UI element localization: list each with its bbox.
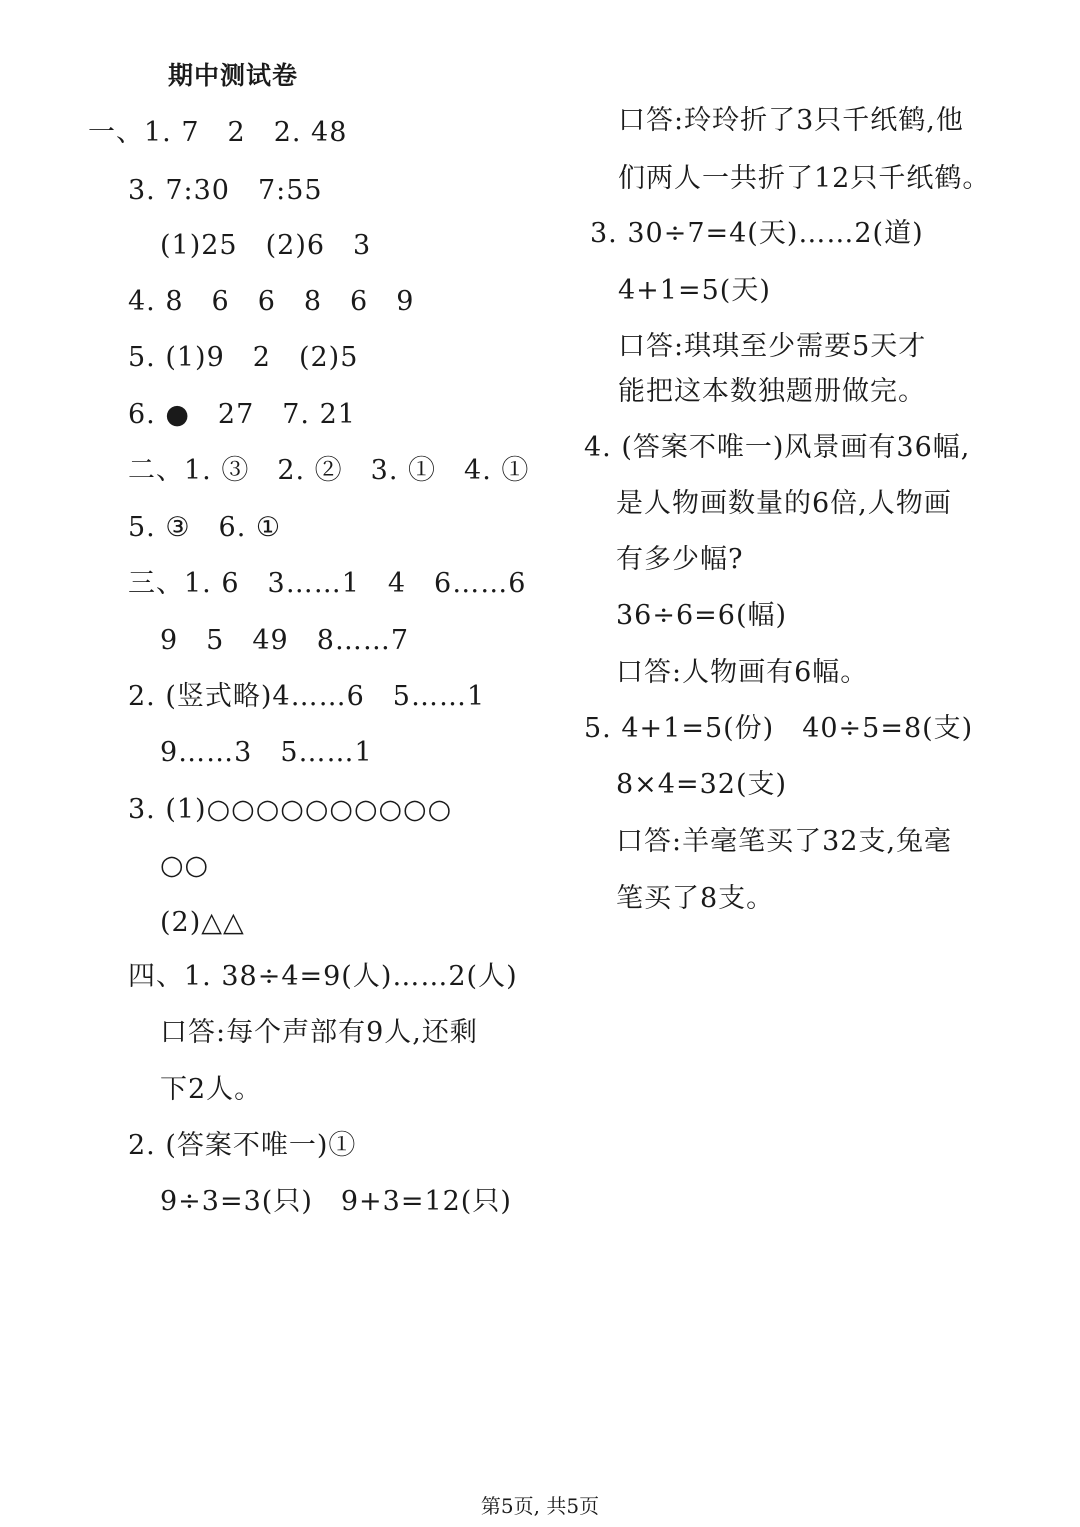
answer-line: 口答:玲玲折了3只千纸鹤,他 <box>618 105 964 136</box>
answer-line: 有多少幅? <box>616 544 744 575</box>
answer-line: 36÷6=6(幅) <box>616 600 788 631</box>
answer-line: 一、1. 7 2 2. 48 <box>88 117 348 148</box>
answer-line: 8×4=32(支) <box>616 769 788 800</box>
answer-line: 下2人。 <box>160 1074 263 1105</box>
answer-line: 口答:琪琪至少需要5天才 <box>618 331 927 362</box>
answer-line: 3. (1)○○○○○○○○○○ <box>128 794 453 825</box>
answer-line: 6. ● 27 7. 21 <box>128 399 356 430</box>
answer-line: 笔买了8支。 <box>616 883 775 914</box>
answer-line: 9 5 49 8……7 <box>160 625 410 656</box>
answer-line: 4. (答案不唯一)风景画有36幅, <box>584 432 971 463</box>
answer-line: 二、1. ③ 2. ② 3. ① 4. ① <box>128 455 530 486</box>
answer-line: 3. 30÷7=4(天)……2(道) <box>590 218 924 249</box>
answer-line: 2. (答案不唯一)① <box>128 1130 357 1161</box>
answer-line: ○○ <box>160 850 210 881</box>
page-footer: 第5页, 共5页 <box>480 1494 600 1518</box>
answer-line: 9÷3=3(只) 9+3=12(只) <box>160 1186 512 1217</box>
page-title: 期中测试卷 <box>168 61 299 90</box>
answer-line: 2. (竖式略)4……6 5……1 <box>128 681 486 712</box>
answer-line: 口答:每个声部有9人,还剩 <box>160 1017 478 1048</box>
answer-line: 5. (1)9 2 (2)5 <box>128 342 359 373</box>
answer-line: 口答:羊毫笔买了32支,兔毫 <box>616 826 953 857</box>
answer-line: 4+1=5(天) <box>618 275 771 306</box>
answer-line: 能把这本数独题册做完。 <box>618 376 926 407</box>
answer-line: 口答:人物画有6幅。 <box>616 657 869 688</box>
answer-line: 四、1. 38÷4=9(人)……2(人) <box>128 961 518 992</box>
answer-line: 是人物画数量的6倍,人物画 <box>616 488 952 519</box>
answer-line: 9……3 5……1 <box>160 737 373 768</box>
answer-line: 5. 4+1=5(份) 40÷5=8(支) <box>584 713 974 744</box>
answer-line: (2)△△ <box>160 907 245 938</box>
answer-line: 们两人一共折了12只千纸鹤。 <box>618 163 991 194</box>
answer-line: 三、1. 6 3……1 4 6……6 <box>128 568 527 599</box>
answer-line: 4. 8 6 6 8 6 9 <box>128 286 415 317</box>
answer-line: 3. 7:30 7:55 <box>128 175 323 206</box>
answer-line: 5. ③ 6. ① <box>128 512 282 543</box>
answer-line: (1)25 (2)6 3 <box>160 230 372 261</box>
